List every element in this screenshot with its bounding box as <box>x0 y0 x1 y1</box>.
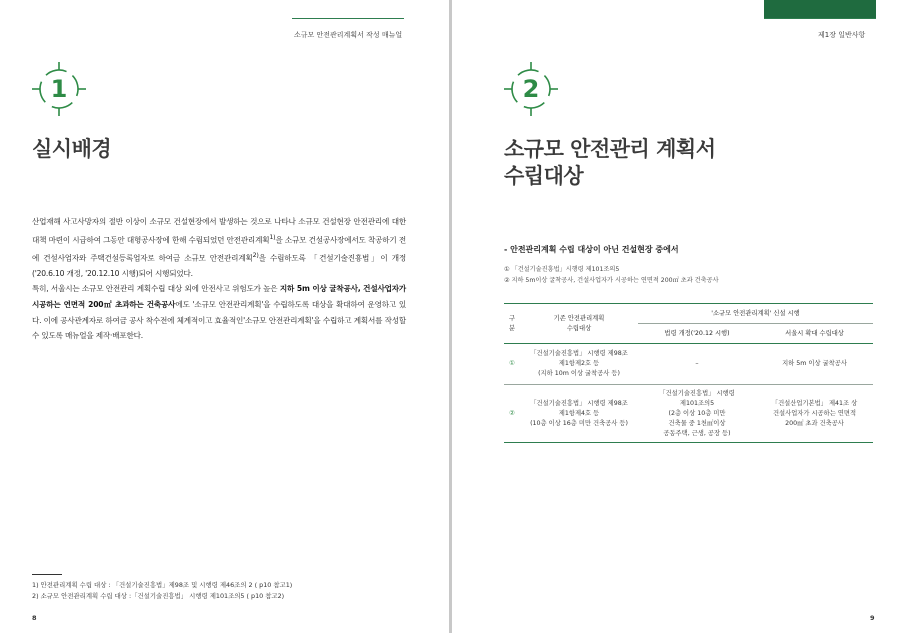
section-title-line: 수립대상 <box>504 164 584 188</box>
left-page <box>0 0 449 633</box>
section-title: 실시배경 <box>32 137 112 161</box>
footnotes <box>32 580 292 602</box>
paragraph-text: 에도 '소규모 안전관리계획'을 수립하도록 대상을 확대하여 운영하고 있다. 이에 공사관계자로 하여금 공사 착수전에 체계적이고 효율적인'소규모 안전관리계획'을 수립하고 계획서를 작성할 수 있도록 매뉴얼을 제작·배포한다. <box>32 300 407 341</box>
subheading: - 안전관리계획 수립 대상이 아닌 건설현장 중에서 <box>504 245 679 254</box>
criteria-notes <box>504 264 719 286</box>
criteria-note: ② 지하 5m이상 굴착공사, 건설사업자가 시공하는 연면적 200㎡ 초과 건축공사 <box>504 277 719 284</box>
page-number: 9 <box>870 614 875 622</box>
section-title <box>504 136 715 190</box>
chapter-tab <box>764 0 876 19</box>
header-rule <box>292 18 404 19</box>
table-header-new: '소규모 안전관리계획' 신설 시행 <box>638 304 873 324</box>
table-header-seoul: 서울시 확대 수립대상 <box>756 324 873 344</box>
table-header-law: 법령 개정('20.12 시행) <box>638 324 756 344</box>
section-number: 2 <box>522 75 540 103</box>
paragraph-text: 산업재해 사고사망자의 절반 이상이 소규모 건설현장에서 발생하는 것으로 나타나 소규모 건설현장 안전관리에 대한 대책 마련이 시급하여 그동안 대형공사장에 한해 수립되었던 안전관리계획 <box>32 217 406 245</box>
table-header-existing: 기존 안전관리계획 수립대상 <box>520 304 638 344</box>
section-title-line: 소규모 안전관리 계획서 <box>504 137 716 161</box>
header-rule <box>764 18 876 19</box>
footnote: 2) 소규모 안전관리계획 수립 대상 :「건설기술진흥법」 시행령 제101조의5 ( p10 참고2) <box>32 592 285 600</box>
row-number: ① <box>504 344 520 385</box>
section-number-badge <box>32 62 86 116</box>
footnote: 1) 안전관리계획 수립 대상 : 「건설기술진흥법」제98조 및 시행령 제46조의 2 ( p10 참고1) <box>32 581 293 589</box>
cell-existing: 「건설기술진흥법」 시행령 제98조 제1항제4호 등 (10층 이상 16층 미만 건축공사 등) <box>520 385 638 443</box>
body-text <box>32 214 406 344</box>
footnote-rule <box>32 574 62 575</box>
page-number: 8 <box>32 614 37 622</box>
paragraph-text: 을 소규모 건설공사장에서도 착공하기 전에 건설사업자와 주택건설등록업자로 하여금 소규모 안전관리계획 <box>32 235 406 263</box>
cell-law: – <box>638 344 756 385</box>
target-table <box>504 303 873 443</box>
cell-seoul: 「건설산업기본법」 제41조 상 건설사업자가 시공하는 연면적 200㎡ 초과 건축공사 <box>756 385 873 443</box>
footnote-ref: 2) <box>252 251 259 259</box>
cell-law: 「건설기술진흥법」 시행령 제101조의5 (2층 이상 10층 미만 건축물 중 1천㎡이상 공동주택, 근생, 공장 등) <box>638 385 756 443</box>
criteria-note: ① 「건설기술진흥법」시행령 제101조의5 <box>504 266 620 273</box>
table-row <box>504 385 873 443</box>
emphasis-text: 지하 5m 이상 굴착공사, 건설사업자가 시공하는 연면적 200㎡ 초과하는 건축공사 <box>32 284 406 310</box>
footnote-ref: 1) <box>269 233 276 241</box>
paragraph <box>32 281 406 343</box>
running-head: 소규모 안전관리계획서 작성 매뉴얼 <box>294 31 403 39</box>
row-number: ② <box>504 385 520 443</box>
paragraph-text: 을 수립하도록 「건설기술진흥법」이 개정('20.6.10 개정, '20.12.10 시행)되어 시행되었다. <box>32 253 406 278</box>
cell-existing: 「건설기술진흥법」 시행령 제98조 제1항제2호 등 (지하 10m 이상 굴착공사 등) <box>520 344 638 385</box>
table-header-no: 구 분 <box>504 304 520 344</box>
table-row <box>504 344 873 385</box>
running-head: 제1장 일반사항 <box>818 31 866 39</box>
paragraph-text: 특히, 서울시는 소규모 안전관리 계획수립 대상 외에 안전사고 위험도가 높은 <box>32 284 280 294</box>
section-number: 1 <box>50 75 68 103</box>
cell-seoul: 지하 5m 이상 굴착공사 <box>756 344 873 385</box>
right-page <box>452 0 900 633</box>
section-number-badge <box>504 62 558 116</box>
paragraph <box>32 214 406 281</box>
